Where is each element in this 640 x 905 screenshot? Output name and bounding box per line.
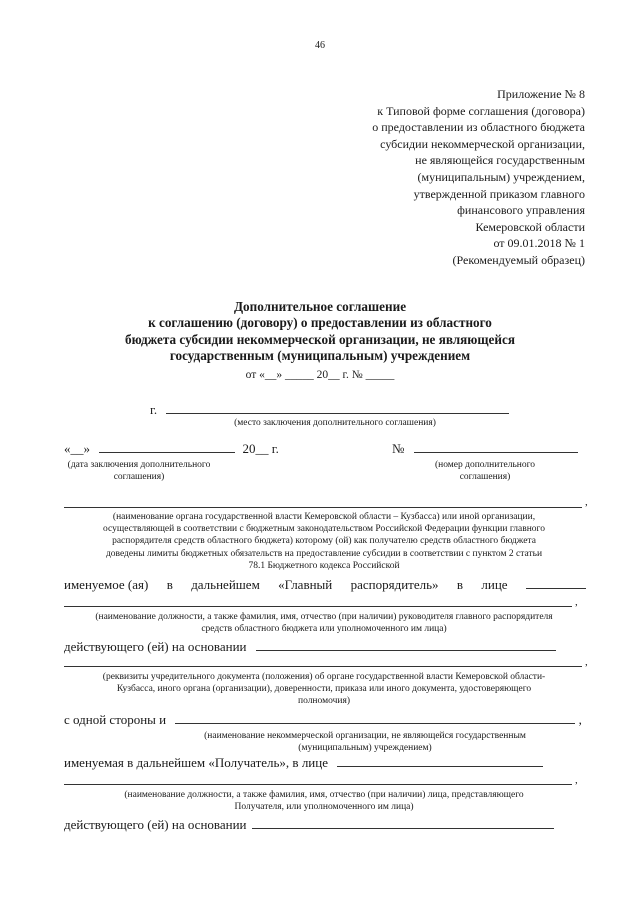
representative-caption	[64, 611, 584, 635]
named-word: лице	[481, 577, 508, 592]
acting-basis-label-2: действующего (ей) на основании	[64, 817, 247, 832]
appendix-reference	[300, 86, 585, 252]
recipient-label: именуемая в дальнейшем «Получатель», в лице	[64, 755, 328, 770]
title-line: к соглашению (договору) о предоставлении из областного	[148, 315, 492, 331]
number-caption-line: (номер дополнительного	[434, 460, 536, 470]
agreement-date-line: от «__» _____ 20__ г. № _____	[245, 369, 395, 381]
named-word: в	[456, 577, 464, 592]
city-field[interactable]	[166, 413, 509, 414]
recipient-caption-line: Получателя, или уполномоченного им лица)	[234, 802, 414, 813]
city-caption: (место заключения дополнительного соглашения)	[234, 418, 436, 428]
grantor-caption-line: 78.1 Бюджетного кодекса Российской	[248, 560, 400, 571]
grantor-caption-line: доведены лимиты бюджетных обязательств на предоставление субсидии в соответствии с пунктом 2 статьи	[105, 548, 543, 559]
appendix-line: не являющейся государственным	[415, 153, 585, 168]
number-row	[392, 441, 578, 457]
grantor-caption-line: осуществляющей в соответствии с бюджетным законодательством Российской Федерации функции главного	[103, 524, 545, 535]
appendix-line: от 09.01.2018 № 1	[493, 236, 585, 251]
one-side-row	[64, 712, 582, 728]
grantor-field[interactable]	[64, 493, 582, 508]
acting-basis-caption-line: полномочия)	[297, 696, 350, 707]
page-number: 46	[315, 40, 325, 51]
representative-field[interactable]	[64, 594, 572, 607]
city-prefix: г.	[150, 402, 158, 417]
agreement-number-field[interactable]	[414, 452, 578, 453]
grantor-comma: ,	[585, 496, 588, 508]
acting-basis-row	[64, 639, 556, 655]
named-word: распорядитель»	[350, 577, 439, 592]
recipient-row	[64, 755, 543, 771]
date-caption-line: соглашения)	[113, 472, 165, 483]
named-word: в	[166, 577, 173, 592]
organization-caption-line: (муниципальным) учреждением)	[298, 743, 432, 754]
appendix-line: Приложение № 8	[497, 87, 585, 101]
acting-basis-caption	[64, 671, 584, 708]
grantor-caption	[64, 511, 584, 572]
organization-caption-line: (наименование некоммерческой организации, не являющейся государственным	[204, 731, 526, 741]
grantor-caption-line: распорядителя средств областного бюджета) которому (ой) как получателю средств областного бюджета	[112, 536, 536, 547]
number-caption	[410, 459, 560, 483]
date-row	[64, 441, 279, 457]
recipient-representative-field-start[interactable]	[337, 766, 543, 767]
acting-basis-comma: ,	[585, 656, 588, 668]
recipient-caption	[64, 789, 584, 813]
grantor-caption-line: (наименование органа государственной власти Кемеровской области – Кузбасса) или иной организации,	[112, 512, 536, 522]
document-title	[60, 299, 580, 365]
appendix-line: о предоставлении из областного бюджета	[372, 120, 585, 135]
number-caption-line: соглашения)	[459, 472, 511, 483]
recipient-caption-line: (наименование должности, а также фамилия, имя, отчество (при наличии) лица, представляющего	[124, 790, 524, 800]
acting-basis-label: действующего (ей) на основании	[64, 639, 247, 654]
date-caption	[54, 459, 224, 483]
recipient-comma: ,	[575, 774, 578, 786]
number-sign: №	[392, 441, 405, 456]
appendix-line: финансового управления	[457, 203, 585, 218]
acting-basis-caption-line: (реквизиты учредительного документа (положения) об органе государственной власти Кемеровской области-	[102, 672, 546, 682]
date-caption-line: (дата заключения дополнительного	[67, 460, 211, 470]
organization-field[interactable]	[175, 723, 575, 724]
representative-caption-line: средств областного бюджета или уполномоченного им лица)	[201, 624, 447, 635]
title-line: государственным (муниципальным) учреждением	[169, 348, 471, 364]
representative-field-start[interactable]	[526, 588, 586, 589]
city-row	[150, 402, 509, 418]
named-word: «Главный	[278, 577, 333, 592]
representative-comma: ,	[575, 596, 578, 608]
one-side-comma: ,	[578, 712, 582, 727]
appendix-line: утвержденной приказом главного	[413, 186, 585, 201]
appendix-line: Кемеровской области	[475, 219, 585, 234]
title-line: бюджета субсидии некоммерческой организации, не являющейся	[125, 331, 515, 347]
named-word: дальнейшем	[191, 577, 260, 592]
title-line: Дополнительное соглашение	[233, 299, 407, 314]
date-month-field[interactable]	[99, 452, 235, 453]
date-year: 20__ г.	[242, 441, 279, 456]
acting-basis-row-2	[64, 817, 554, 833]
sample-note: (Рекомендуемый образец)	[452, 253, 585, 267]
recipient-representative-field[interactable]	[64, 772, 572, 785]
appendix-line: субсидии некоммерческой организации,	[380, 136, 585, 151]
acting-basis-field-start[interactable]	[256, 650, 556, 651]
acting-basis-field-2[interactable]	[252, 828, 554, 829]
acting-basis-caption-line: Кузбасса, иного органа (организации), доверенности, приказа или иного документа, удостоверяющего	[116, 684, 532, 695]
date-day: «__»	[64, 441, 90, 456]
appendix-line: (муниципальным) учреждением,	[417, 169, 585, 184]
representative-caption-line: (наименование должности, а также фамилия, имя, отчество (при наличии) руководителя главного распорядителя	[95, 612, 553, 622]
acting-basis-field[interactable]	[64, 654, 582, 667]
one-side-label: с одной стороны и	[64, 712, 167, 727]
organization-caption	[150, 730, 580, 754]
named-row	[64, 577, 586, 593]
appendix-line: к Типовой форме соглашения (договора)	[377, 103, 585, 118]
named-word: именуемое (ая)	[64, 577, 149, 592]
